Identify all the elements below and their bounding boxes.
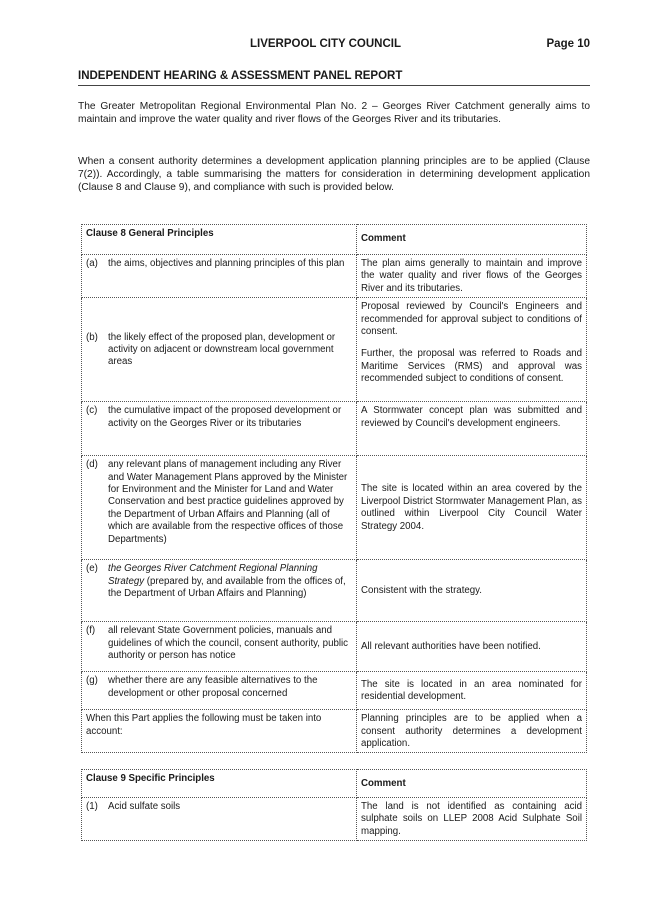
principle-item — [86, 405, 352, 430]
item-label: (b) — [86, 331, 98, 343]
comment-cell: The site is located within an area covered by the Liverpool District Stormwater Management Plan, as outlined within Liverpool City Council Water Strategy 2004. — [357, 456, 587, 560]
column-header-comment: Comment — [357, 225, 587, 255]
table-row — [82, 622, 587, 672]
table-header-row — [82, 770, 587, 798]
comment-cell: Planning principles are to be applied when a consent authority determines a development application. — [357, 710, 587, 753]
item-label: (d) — [86, 459, 98, 471]
item-label: (e) — [86, 563, 98, 575]
principle-item — [86, 258, 352, 270]
item-label: (g) — [86, 675, 98, 687]
clause-9-table — [81, 769, 587, 841]
table-row — [82, 710, 587, 753]
comment-cell: A Stormwater concept plan was submitted and reviewed by Council's development engineers. — [357, 402, 587, 456]
comment-cell: All relevant authorities have been notified. — [357, 622, 587, 672]
clause-8-table — [81, 224, 587, 753]
column-header-comment: Comment — [357, 770, 587, 798]
table-header-row — [82, 225, 587, 255]
table-row — [82, 798, 587, 841]
table-row — [82, 672, 587, 710]
comment-cell: The land is not identified as containing acid sulphate soils on LLEP 2008 Acid Sulphate Soil mapping. — [357, 798, 587, 841]
item-text: all relevant State Government policies, manuals and guidelines of which the council, consent authority, public authority or person has notice — [108, 625, 348, 662]
item-label: (a) — [86, 258, 98, 269]
item-text: the likely effect of the proposed plan, development or activity on adjacent or downstream local government areas — [108, 331, 336, 368]
table-row — [82, 560, 587, 622]
item-label: (c) — [86, 405, 98, 417]
principle-item — [86, 332, 352, 369]
council-name: LIVERPOOL CITY COUNCIL — [250, 38, 402, 50]
principle-item — [86, 459, 352, 546]
report-title: INDEPENDENT HEARING & ASSESSMENT PANEL REPORT — [78, 70, 590, 86]
comment-cell: The site is located in an area nominated for residential development. — [357, 672, 587, 710]
principle-item — [86, 563, 352, 600]
principle-item — [86, 801, 352, 813]
intro-paragraph-1: The Greater Metropolitan Regional Environmental Plan No. 2 – Georges River Catchment generally aims to maintain and improve the water quality and river flows of the Georges River and its tributaries. — [78, 101, 590, 125]
strategy-title: the Georges River Catchment Regional Planning Strategy — [108, 563, 318, 587]
item-text: any relevant plans of management including any River and Water Management Plans approved by the Minister for Environment and the Minister for Land and Water Conservation and best practice guidelines approved by the Department of Urban Affairs and Planning (all of which are available from the respective offices of those Departments) — [108, 459, 348, 545]
column-header-principles: Clause 8 General Principles — [82, 225, 357, 255]
item-text: the cumulative impact of the proposed development or activity on the Georges River or its tributaries — [108, 405, 342, 429]
item-text: the aims, objectives and planning principles of this plan — [108, 258, 345, 269]
principle-item — [86, 675, 352, 700]
item-text: (prepared by, and available from the offices of, the Department of Urban Affairs and Planning) — [108, 575, 346, 600]
intro-paragraph-2: When a consent authority determines a development application planning principles are to be applied (Clause 7(2)). Accordingly, a table summarising the matters for consideration in determining development application (Clause 8 and Clause 9), and compliance with such is provided below. — [78, 156, 590, 193]
page-number: Page 10 — [546, 38, 590, 50]
page-header — [78, 38, 590, 54]
principle-item — [86, 625, 352, 662]
column-header-principles: Clause 9 Specific Principles — [82, 770, 357, 798]
item-text: whether there are any feasible alternatives to the development or other proposal concerned — [108, 675, 318, 699]
comment-text: Proposal reviewed by Council's Engineers and recommended for approval subject to conditions of consent. — [361, 301, 582, 338]
table-row — [82, 255, 587, 298]
comment-cell: The plan aims generally to maintain and improve the water quality and river flows of the Georges River and its tributaries. — [357, 255, 587, 298]
table-row — [82, 402, 587, 456]
item-label: (1) — [86, 801, 98, 812]
item-text: Acid sulfate soils — [108, 801, 181, 812]
comment-cell: Consistent with the strategy. — [357, 560, 587, 622]
item-label: (f) — [86, 625, 96, 637]
table-row — [82, 456, 587, 560]
table-row — [82, 298, 587, 402]
comment-text-2: Further, the proposal was referred to Roads and Maritime Services (RMS) and approval was recommended subject to conditions of consent. — [361, 348, 582, 385]
item-text: When this Part applies the following must be taken into account: — [82, 710, 357, 753]
